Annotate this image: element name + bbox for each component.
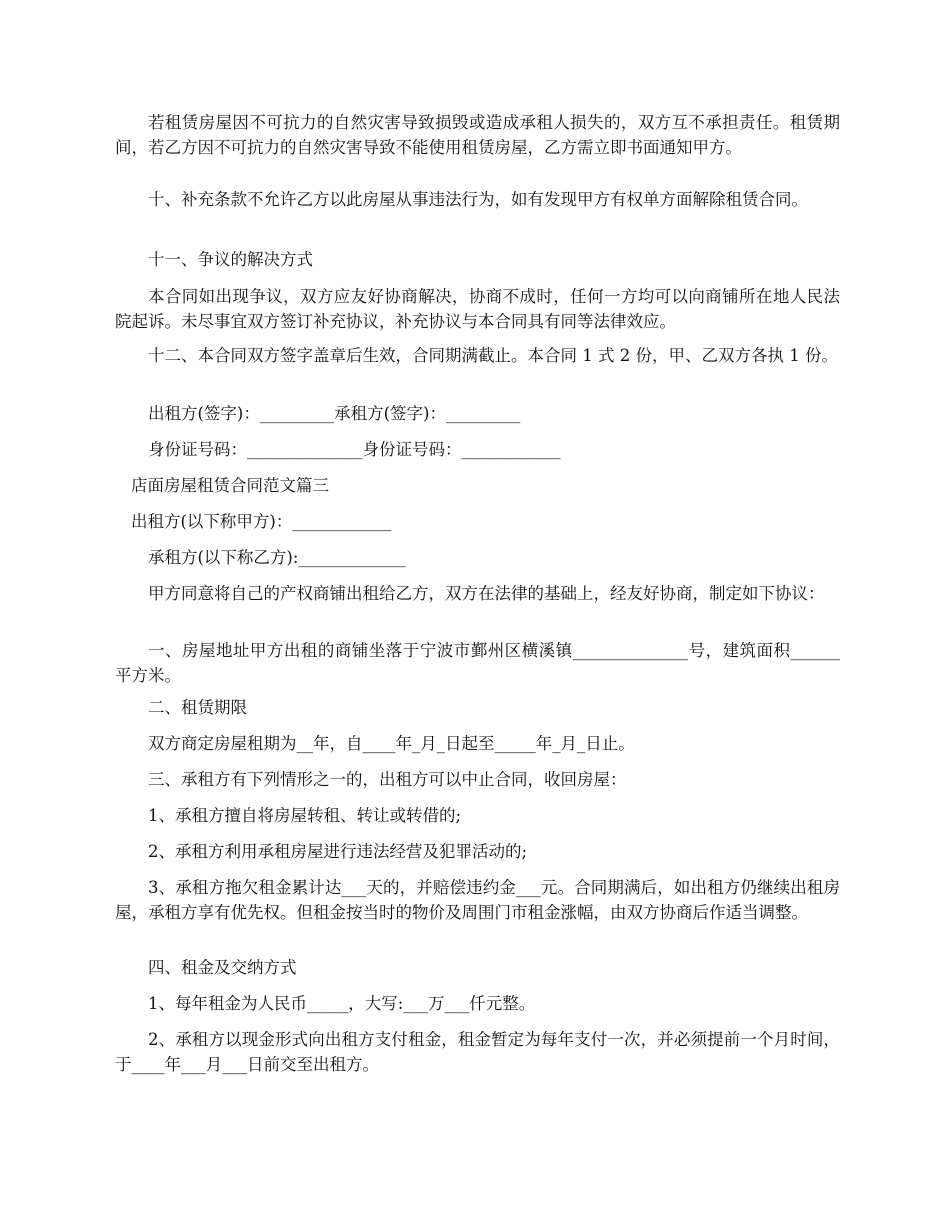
paragraph-agreement-intro: 甲方同意将自己的产权商铺出租给乙方，双方在法律的基础上，经友好协商，制定如下协议： [148,584,825,603]
paragraph-clause-10: 十、补充条款不允许乙方以此房屋从事违法行为，如有发现甲方有权单方面解除租赁合同。 [148,190,808,209]
heading-rent-payment: 四、租金及交纳方式 [148,958,297,977]
section-title-part-3: 店面房屋租赁合同范文篇三 [131,476,329,495]
condition-item-2: 2、承租方利用承租房屋进行违法经营及犯罪活动的; [148,842,528,861]
heading-lease-term: 二、租赁期限 [148,698,247,717]
heading-clause-11: 十一、争议的解决方式 [148,250,313,269]
rent-item-1: 1、每年租金为人民币_____，大写:___万___仟元整。 [148,994,536,1013]
paragraph-termination-conditions: 三、承租方有下列情形之一的，出租方可以中止合同，收回房屋： [148,770,627,789]
lessor-line: 出租方(以下称甲方)：____________ [131,512,392,531]
paragraph-force-majeure: 若租赁房屋因不可抗力的自然灾害导致损毁或造成承租人损失的，双方互不承担责任。租赁期间，若乙方因不可抗力的自然灾害导致不能使用租赁房屋，乙方需立即书面通知甲方。 [115,113,840,157]
paragraph-clause-12: 十二、本合同双方签字盖章后生效，合同期满截止。本合同 1 式 2 份，甲、乙双方各执 1 份。 [148,346,838,365]
paragraph-lease-term: 双方商定房屋租期为__年，自____年_月_日起至_____年_月_日止。 [148,734,635,753]
paragraph-address: 一、房屋地址甲方出租的商铺坐落于宁波市鄞州区横溪镇______________号，建筑面积______平方米。 [115,641,840,685]
id-number-line: 身份证号码：______________身份证号码：____________ [148,440,561,459]
rent-item-2: 2、承租方以现金形式向出租方支付租金，租金暂定为每年支付一次，并必须提前一个月时间，于____年___月___日前交至出租方。 [115,1030,840,1074]
condition-item-3: 3、承租方拖欠租金累计达___天的，并赔偿违约金___元。合同期满后，如出租方仍继续出租房屋，承租方享有优先权。但租金按当时的物价及周围门市租金涨幅，由双方协商后作适当调整。 [115,878,840,922]
paragraph-dispute: 本合同如出现争议，双方应友好协商解决，协商不成时，任何一方均可以向商铺所在地人民法院起诉。未尽事宜双方签订补充协议，补充协议与本合同具有同等法律效应。 [115,287,840,331]
lessee-line: 承租方(以下称乙方):_____________ [148,548,406,567]
condition-item-1: 1、承租方擅自将房屋转租、转让或转借的; [148,806,462,825]
signature-line: 出租方(签字)：_________承租方(签字)：_________ [148,404,521,423]
